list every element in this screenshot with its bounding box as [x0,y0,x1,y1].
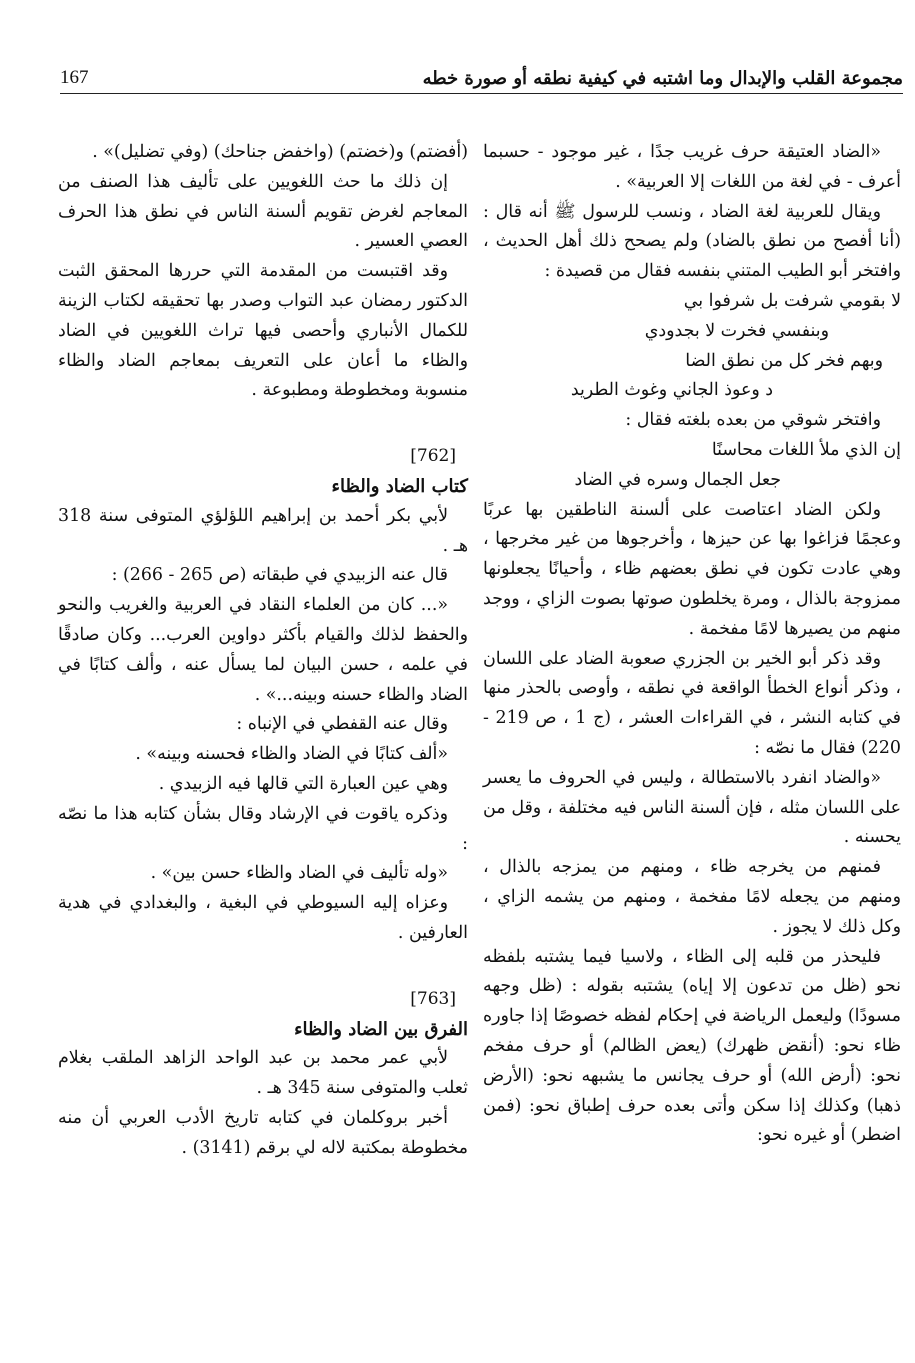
poem-verse [483,436,901,496]
verse-line: جعل الجمال وسره في الضاد [574,469,781,490]
entry-number: [763] [410,988,456,1009]
verse-line: لا بقومي شرفت بل شرفوا بي [683,290,901,311]
quote-paragraph: «ألف كتابًا في الضاد والظاء فحسنه وبينه» . [135,744,448,765]
body-paragraph: قال عنه الزبيدي في طبقاته (ص 265 - 266) : [111,565,448,586]
body-paragraph: لأبي بكر أحمد بن إبراهيم اللؤلؤي المتوفى سنة 318 هـ . [58,505,468,556]
quote-paragraph: «وله تأليف في الضاد والظاء حسن بين» . [150,863,448,884]
body-paragraph: لأبي عمر محمد بن عبد الواحد الزاهد الملقب بغلام ثعلب والمتوفى سنة 345 هـ . [58,1048,468,1099]
verse-line: د وعوذ الجاني وغوث الطريد [570,380,773,401]
entry-title: الفرق بين الضاد والظاء [294,1018,468,1040]
body-paragraph: وعزاه إليه السيوطي في البغية ، والبغدادي في هدية العارفين . [58,893,468,943]
body-paragraph: وافتخر شوقي من بعده بلغته فقال : [625,410,881,431]
verse-line: وبنفسي فخرت لا بجدودي [644,320,829,341]
entry-number: [762] [410,446,456,467]
quote-paragraph: (أفضتم) و(خضتم) (واخفض جناحك) (وفي تضليل)» . [92,142,468,162]
body-paragraph: ولكن الضاد اعتاصت على ألسنة الناطقين بها عربًا وعجمًا فزاغوا بها عن حيزها ، وأخرجوها من غير مخرجها ، وهي عادت تكون في نطق بعضهم ظاء ، وأحيانًا يجعلونها ممزوجة بالذال ، ومرة يخلطون صوتها بصوت الزاي ، ووجد منهم من يصيرها لامًا مفخمة . [483,499,901,639]
verse-line: وبهم فخر كل من نطق الضا [685,350,883,371]
running-title: مجموعة القلب والإبدال وما اشتبه في كيفية نطقه أو صورة خطه [422,68,903,89]
quote-paragraph: «الضاد العتيقة حرف غريب جدًا ، غير موجود - حسبما أعرف - في لغة من اللغات إلا العربية» . [483,142,901,192]
body-paragraph: وذكره ياقوت في الإرشاد وقال بشأن كتابه هذا ما نصّه : [58,803,468,854]
body-paragraph: وقال عنه القفطي في الإنباه : [236,714,448,735]
body-paragraph: وهي عين العبارة التي قالها فيه الزبيدي . [158,773,448,794]
right-column [483,138,901,1151]
body-paragraph: أخبر بروكلمان في كتابه تاريخ الأدب العربي أن منه مخطوطة بمكتبة لاله لي برقم (3141) . [58,1107,468,1158]
quote-paragraph: «والضاد انفرد بالاستطالة ، وليس في الحروف ما يعسر على اللسان مثله ، فإن ألسنة الناس فيه مختلفة ، وقل من يحسنه . [483,767,901,848]
quote-paragraph: «... كان من العلماء النقاد في العربية والغريب والنحو والحفظ لذلك والقيام بأكثر دواوين العرب... وكان صادقًا في علمه ، حسن البيان لما يسأل عنه ، وألف كتابًا في الضاد والظاء حسنه وبينه...» . [58,595,468,705]
poem-verse [483,287,901,406]
left-column [58,138,468,1164]
quote-paragraph: فمنهم من يخرجه ظاء ، ومنهم من يمزجه بالذال ، ومنهم من يجعله لامًا مفخمة ، ومنهم من يشمه الزاي ، وكل ذلك لا يجوز . [483,857,901,937]
body-paragraph: ويقال للعربية لغة الضاد ، ونسب للرسول ﷺ أنه قال : (أنا أفصح من نطق بالضاد) ولم يصحح ذلك أهل الحديث ، وافتخر أبو الطيب المتني بنفسه فقال من قصيدة : [483,201,901,282]
page-number: 167 [60,67,89,88]
verse-line: إن الذي ملأ اللغات محاسنًا [711,439,901,460]
body-paragraph: وقد اقتبست من المقدمة التي حررها المحقق الثبت الدكتور رمضان عبد التواب وصدر بها تحقيقه لكتاب الزينة للكمال الأنباري وأحصى فيها تراث اللغويين في الضاد والظاء ما أعان على التعريف بمعاجم الضاد والظاء منسوبة ومخطوطة ومطبوعة . [58,261,468,401]
running-header [60,55,903,94]
body-paragraph: وقد ذكر أبو الخير بن الجزري صعوبة الضاد على اللسان ، وذكر أنواع الخطأ الواقعة في نطقه ، وأوصى بالحذر منها في كتابه النشر ، في القراءات العشر ، (ج 1 ، ص 219 - 220) فقال ما نصّه : [483,648,901,758]
entry-title: كتاب الضاد والظاء [331,475,468,497]
body-paragraph: إن ذلك ما حث اللغويين على تأليف هذا الصنف من المعاجم لغرض تقويم ألسنة الناس في نطق هذا الحرف العصي العسير . [58,171,468,252]
quote-paragraph: فليحذر من قلبه إلى الظاء ، ولاسيا فيما يشتبه بلفظه نحو (ظل من تدعون إلا إياه) يشتبه بقوله : (ظل وجهه مسودًا) وليعمل الرياضة في إحكام لفظه خصوصًا إذا جاوره ظاء نحو: (أنقض ظهرك) (يعض الظالم) أو حرف مفخم نحو: (أرض الله) أو حرف يجانس ما يشبهه نحو: (الأرض ذهبا) وكذلك إذا سكن وأتى بعده حرف إطباق نحو: (فمن اضطر) أو غيره نحو: [483,946,901,1146]
